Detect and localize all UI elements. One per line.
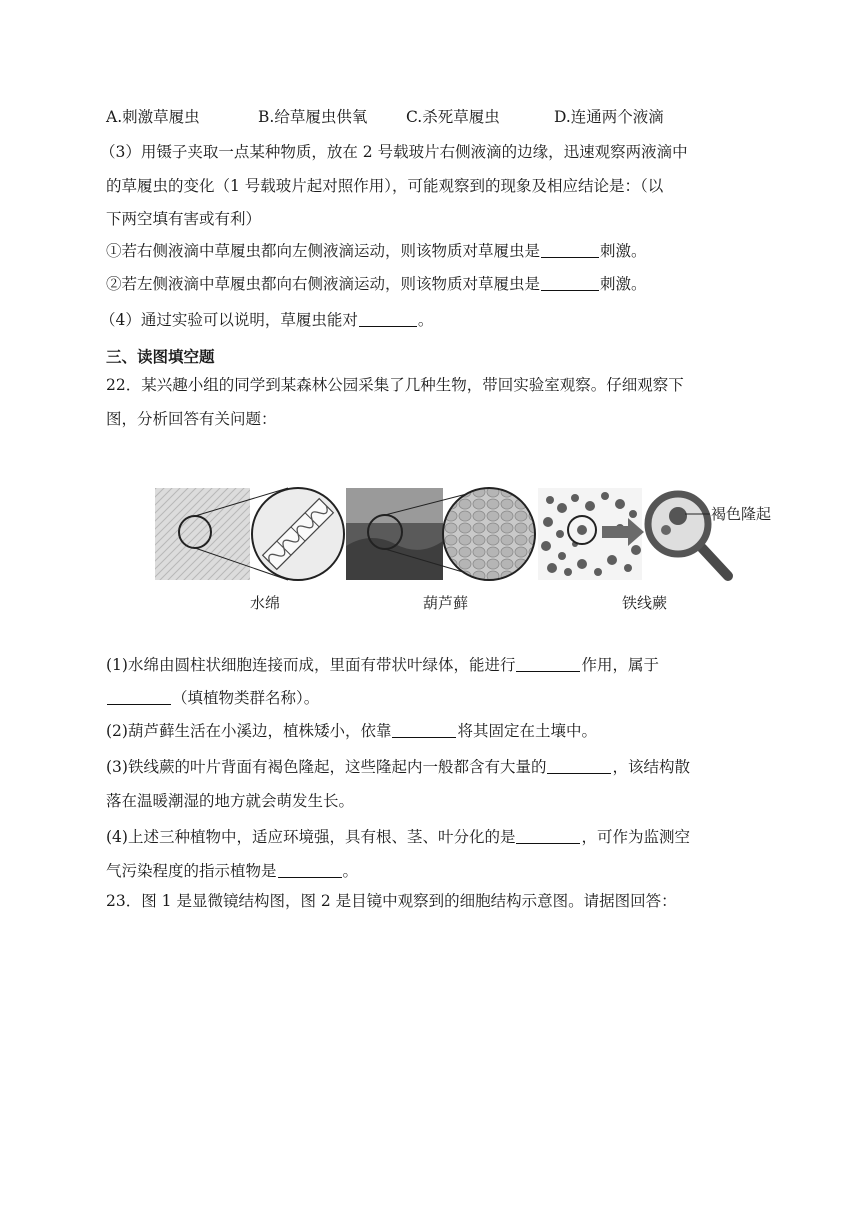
q22-s4-line1 [106, 826, 690, 848]
q22-s3-text: (3)铁线蕨的叶片背面有褐色隆起，这些隆起内一般都含有大量的 [106, 758, 547, 776]
q21-options [106, 106, 664, 128]
answer-blank[interactable] [516, 827, 580, 844]
option-a: A.刺激草履虫 [106, 108, 200, 126]
moss-photo [346, 488, 443, 580]
q22-s2-tail: 将其固定在土壤中。 [457, 722, 597, 740]
q22-s4-tail: ，可作为监测空 [581, 828, 690, 846]
spirogyra-photo [155, 488, 250, 580]
q22-s4-line2-text: 气污染程度的指示植物是 [106, 862, 277, 880]
q21-part3a [106, 240, 647, 262]
section-heading: 三、读图填空题 [106, 348, 215, 366]
q21-part3b [106, 273, 647, 295]
q22-s4-line2-tail: 。 [342, 862, 359, 880]
q22-s1-line2-text: （填植物类群名称）。 [172, 689, 320, 707]
q22-intro-line2: 图，分析回答有关问题： [106, 410, 277, 428]
caption-fern: 铁线蕨 [622, 594, 668, 612]
answer-blank[interactable] [359, 310, 417, 327]
q22-s3-line1 [106, 756, 690, 778]
q23-intro: 23．图 1 是显微镜结构图，图 2 是目镜中观察到的细胞结构示意图。请据图回答： [106, 892, 677, 910]
q22-s1-line2 [106, 687, 319, 709]
q21-part3a-tail: 刺激。 [600, 242, 647, 260]
answer-blank[interactable] [107, 688, 171, 705]
q22-s2 [106, 720, 597, 742]
q21-part3a-text: ①若右侧液滴中草履虫都向左侧液滴运动，则该物质对草履虫是 [106, 242, 541, 260]
q21-part3-line1: （3）用镊子夹取一点某种物质，放在 2 号载玻片右侧液滴的边缘，迅速观察两液滴中 [100, 143, 688, 161]
q22-s3-line2: 落在温暖潮湿的地方就会萌发生长。 [106, 792, 355, 810]
q21-part4-text: （4）通过实验可以说明，草履虫能对 [100, 311, 358, 329]
spirogyra-magnified [252, 488, 344, 580]
q22-s3-tail: ，该结构散 [612, 758, 690, 776]
answer-blank[interactable] [516, 655, 580, 672]
q21-part3b-text: ②若左侧液滴中草履虫都向右侧液滴运动，则该物质对草履虫是 [106, 275, 541, 293]
q21-part4-tail: 。 [417, 311, 434, 329]
caption-spirogyra: 水绵 [250, 594, 281, 612]
moss-magnified [443, 488, 535, 580]
q22-s2-text: (2)葫芦藓生活在小溪边，植株矮小，依靠 [106, 722, 392, 740]
q22-s4-text: (4)上述三种植物中，适应环境强，具有根、茎、叶分化的是 [106, 828, 516, 846]
plant-figure [150, 486, 790, 616]
q21-part3-line2: 的草履虫的变化（1 号载玻片起对照作用），可能观察到的现象及相应结论是：（以 [106, 177, 664, 195]
q22-s4-line2 [106, 860, 358, 882]
answer-blank[interactable] [278, 861, 342, 878]
q22-s1-line1 [106, 654, 659, 676]
q22-s1-tail: 作用，属于 [581, 656, 659, 674]
answer-blank[interactable] [541, 274, 599, 291]
option-d: D.连通两个液滴 [554, 108, 664, 126]
q21-part3b-tail: 刺激。 [600, 275, 647, 293]
answer-blank[interactable] [547, 757, 611, 774]
option-c: C.杀死草履虫 [406, 108, 500, 126]
q22-intro-line1: 22．某兴趣小组的同学到某森林公园采集了几种生物，带回实验室观察。仔细观察下 [106, 376, 684, 394]
q21-part3-line3: 下两空填有害或有利） [106, 210, 262, 228]
option-b: B.给草履虫供氧 [258, 108, 368, 126]
answer-blank[interactable] [541, 241, 599, 258]
q21-part4 [100, 309, 433, 331]
q22-s1-text: (1)水绵由圆柱状细胞连接而成，里面有带状叶绿体，能进行 [106, 656, 516, 674]
caption-moss: 葫芦藓 [423, 594, 469, 612]
answer-blank[interactable] [392, 721, 456, 738]
figure-annotation: 褐色隆起 [711, 505, 772, 523]
